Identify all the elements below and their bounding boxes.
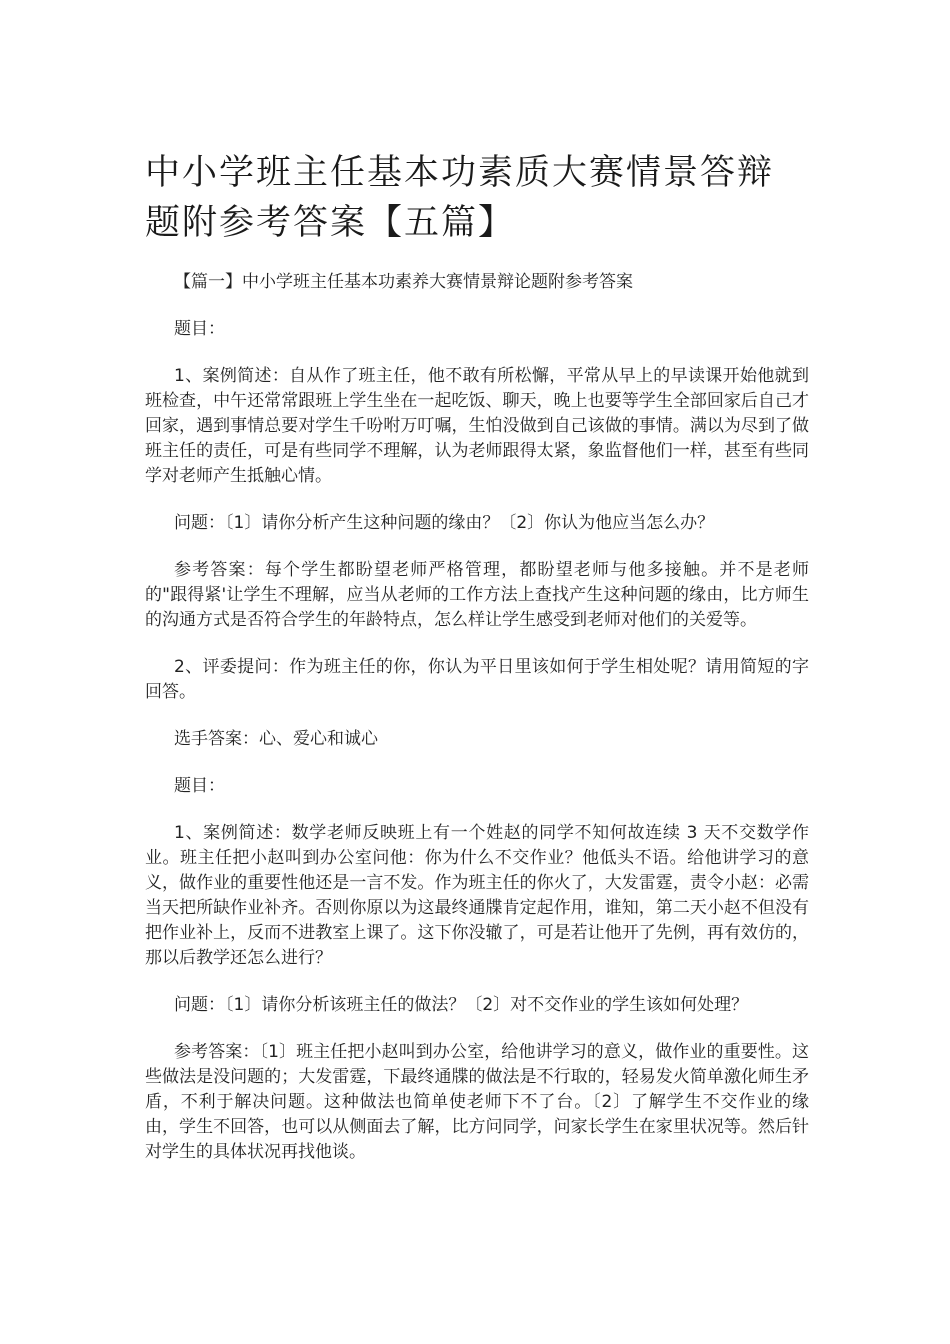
judge-question: 2、评委提问：作为班主任的你，你认为平日里该如何于学生相处呢？请用简短的字回答。 — [145, 657, 809, 702]
contestant-answer: 选手答案：心、爱心和诚心 — [174, 729, 378, 749]
case-description: 1、案例简述：自从作了班主任，他不敢有所松懈，平常从早上的早读课开始他就到班检查，中午还常常跟班上学生坐在一起吃饭、聊天，晚上也要等学生全部回家后自己才回家，遇到事情总要对学生千吩咐万叮嘱，生怕没做到自己该做的事情。满以为尽到了做班主任的责任，可是有些同学不理解，认为老师跟得太紧，象监督他们一样，甚至有些同学对老师产生抵触心情。 — [145, 366, 809, 486]
question-label: 题目： — [174, 776, 225, 796]
document-title: 中小学班主任基本功素质大赛情景答辩题附参考答案【五篇】 — [145, 153, 775, 243]
reference-answer: 参考答案：〔1〕班主任把小赵叫到办公室，给他讲学习的意义，做作业的重要性。这些做法是没问题的；大发雷霆，下最终通牒的做法是不行取的，轻易发火简单激化师生矛盾，不利于解决问题。这种做法也简单使老师下不了台。〔2〕了解学生不交作业的缘由，学生不回答，也可以从侧面去了解，比方问同学，问家长学生在家里状况等。然后针对学生的具体状况再找他谈。 — [145, 1042, 809, 1162]
question-text: 问题：〔1〕请你分析产生这种问题的缘由？〔2〕你认为他应当怎么办？ — [174, 513, 715, 533]
section-heading: 【篇一】中小学班主任基本功素养大赛情景辩论题附参考答案 — [174, 272, 633, 292]
reference-answer: 参考答案：每个学生都盼望老师严格管理，都盼望老师与他多接触。并不是老师的"跟得紧'让学生不理解，应当从老师的工作方法上查找产生这种问题的缘由，比方师生的沟通方式是否符合学生的年龄特点，怎么样让学生感受到老师对他们的关爱等。 — [145, 560, 809, 630]
document-page — [145, 148, 809, 1187]
case-description: 1、案例简述：数学老师反映班上有一个姓赵的同学不知何故连续 3 天不交数学作业。班主任把小赵叫到办公室问他：你为什么不交作业？他低头不语。给他讲学习的意义，做作业的重要性他还是一言不发。作为班主任的你火了，大发雷霆，责令小赵：必需当天把所缺作业补齐。否则你原以为这最终通牒肯定起作用，谁知，第二天小赵不但没有把作业补上，反而不进教室上课了。这下你没辙了，可是若让他开了先例，再有效仿的，那以后教学还怎么进行？ — [145, 823, 809, 968]
question-text: 问题：〔1〕请你分析该班主任的做法？〔2〕对不交作业的学生该如何处理？ — [174, 995, 749, 1015]
question-label: 题目： — [174, 319, 225, 339]
